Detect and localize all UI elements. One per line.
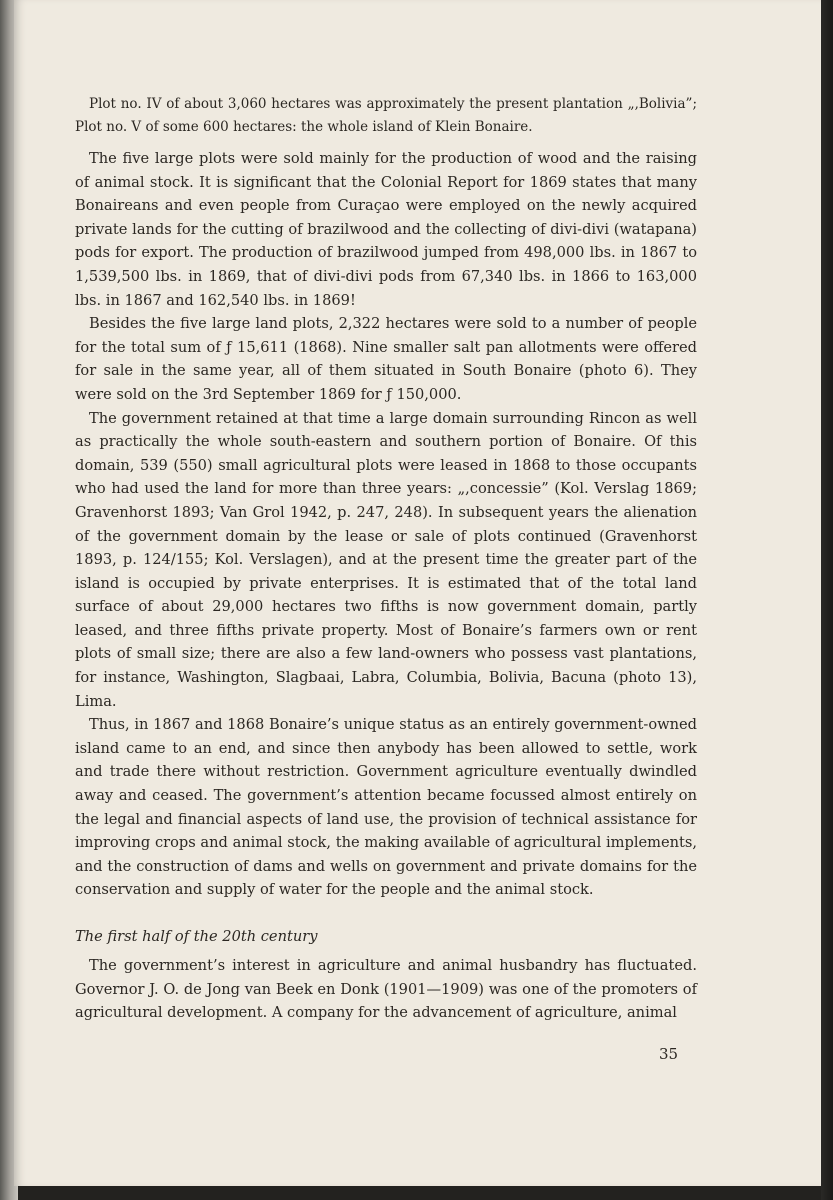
- paragraph-end-of-status: Thus, in 1867 and 1868 Bonaire’s unique status as an entirely government-owned island came to an end, and since then anybody has been allowed to settle, work and trade there without restriction. Government agriculture eventually dwindled away and ceased. The government’s attention became focussed almost entirely on the legal and financial aspects of land use, the provision of technical assistance for improving crops and animal stock, the making available of agricultural implements, and the construction of dams and wells on government and private domains for the conservation and supply of water for the people and the animal stock.: [75, 716, 697, 899]
- section-heading: The first half of the 20th century: [75, 928, 318, 945]
- paragraph-five-large-plots: The five large plots were sold mainly for the production of wood and the raising of animal stock. It is significant that the Colonial Report for 1869 states that many Bonaireans and even people from Curaçao were employed on the newly acquired private lands for the cutting of brazilwood and the collecting of divi-divi (watapana) pods for export. The production of brazilwood jumped from 498,000 lbs. in 1867 to 1,539,500 lbs. in 1869, that of divi-divi pods from 67,340 lbs. in 1866 to 163,000 lbs. in 1867 and 162,540 lbs. in 1869!: [75, 150, 697, 309]
- page-edge-shadow: [821, 0, 833, 1200]
- paragraph-plots: Plot no. IV of about 3,060 hectares was approximately the present plantation „,Bolivia”; Plot no. V of some 600 hectares: the whole island of Klein Bonaire.: [75, 96, 697, 135]
- paragraph-land-sales: Besides the five large land plots, 2,322 hectares were sold to a number of people for the total sum of ƒ 15,611 (1868). Nine smaller salt pan allotments were offered for sale in the same year, all of them situated in South Bonaire (photo 6). They were sold on the 3rd September 1869 for ƒ 150,000.: [75, 315, 697, 403]
- paragraph-government-domain: The government retained at that time a large domain surrounding Rincon as well as practically the whole south-eastern and southern portion of Bonaire. Of this domain, 539 (550) small agricultural plots were leased in 1868 to those occupants who had used the land for more than three years: „,concessie” (Kol. Verslag 1869; Gravenhorst 1893; Van Grol 1942, p. 247, 248). In subsequent years the alienation of the government domain by the lease or sale of plots continued (Gravenhorst 1893, p. 124/155; Kol. Verslagen), and at the present time the greater part of the island is occupied by private enterprises. It is estimated that of the total land surface of about 29,000 hectares two fifths is now government domain, partly leased, and three fifths private property. Most of Bonaire’s farmers own or rent plots of small size; there are also a few land-owners who possess vast plantations, for instance, Washington, Slagbaai, Labra, Columbia, Bolivia, Bacuna (photo 13), Lima.: [75, 409, 697, 710]
- page-number: 35: [659, 1045, 679, 1063]
- paragraph-twentieth-century: The government’s interest in agriculture and animal husbandry has fluctuated. Governor J. O. de Jong van Beek en Donk (1901—1909) was one of the promoters of agricultural development. A company for the advancement of agriculture, animal: [75, 957, 697, 1022]
- body-text: [75, 93, 697, 1025]
